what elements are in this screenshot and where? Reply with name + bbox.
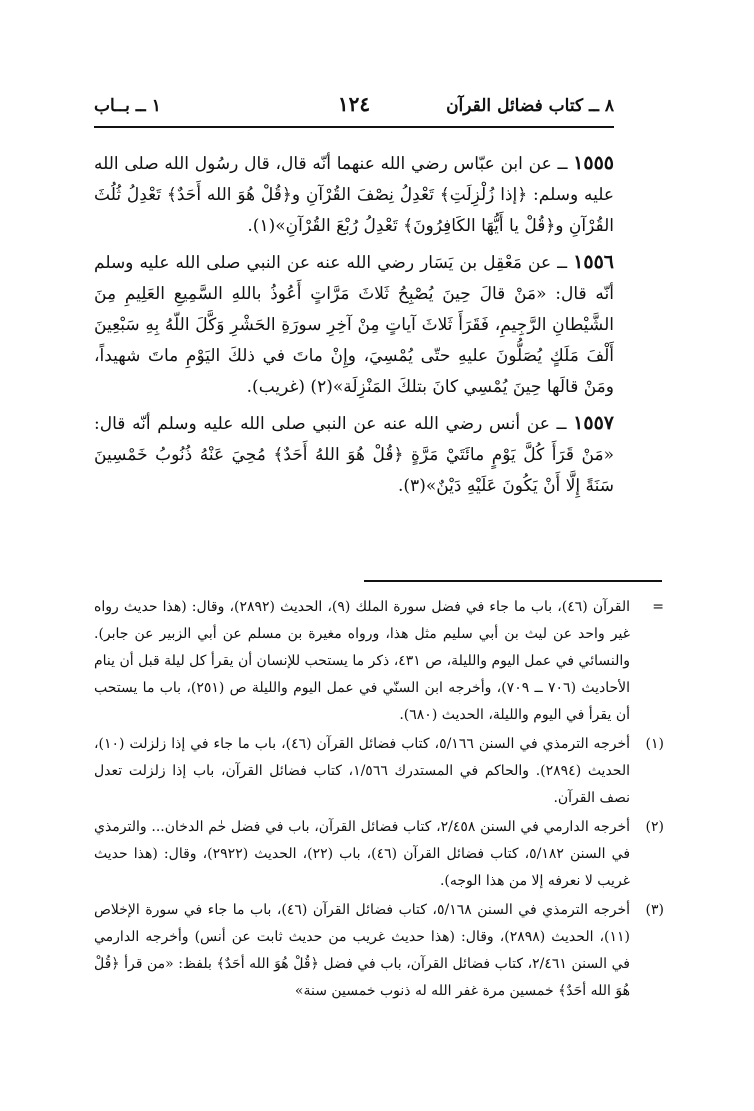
footnote-2 — [94, 814, 664, 895]
hadith-text: ــ عن ابن عبّاس رضي الله عنهما أنّه قال، قال رسُول الله صلى الله عليه وسلم: ﴿إذا زُلْزِلَتِ﴾ تَعْدِلُ نِصْفَ القُرْآنِ و﴿قُلْ هُوَ الله أَحَدٌ﴾ تَعْدِلُ ثُلُثَ القُرْآنِ و﴿قُلْ يا أَيُّهَا الكَافِرُونَ﴾ تَعْدِلُ رُبْعَ القُرْآنِ»(١). — [94, 154, 614, 236]
page-header — [94, 92, 614, 128]
hadith-entry — [94, 247, 614, 403]
hadith-number: ١٥٥٦ — [573, 251, 614, 273]
footnote-3 — [94, 897, 664, 1005]
footnote-text: أخرجه الترمذي في السنن ٥/١٦٨، كتاب فضائل القرآن (٤٦)، باب ما جاء في سورة الإخلاص (١١)، الحديث (٢٨٩٨)، وقال: (هذا حديث غريب من حديث ثابت عن أنس) وأخرجه الدارمي في السنن ٢/٤٦١، كتاب فضائل القرآن، باب في فضل ﴿قُلْ هُوَ الله أحَدٌ﴾ بلفظ: «من قرأ ﴿قُلْ هُوَ الله أحَدٌ﴾ خمسين مرة غفر الله له ذنوب خمسين سنة» — [94, 902, 631, 999]
footnote-mark: (١) — [645, 736, 664, 752]
chapter-title: ٨ ــ كتاب فضائل القرآن — [446, 96, 614, 116]
footnote-text: القرآن (٤٦)، باب ما جاء في فضل سورة الملك (٩)، الحديث (٢٨٩٢)، وقال: (هذا حديث رواه غير واحد عن ليث بن أبي سليم مثل هذا، ورواه مغيرة بن مسلم عن أبي الزبير عن جابر). والنسائي في عمل اليوم والليلة، ص ٤٣١، ذكر ما يستحب للإنسان أن يقرأ كل ليلة قبل أن ينام الأحاديث (٧٠٦ ــ ٧٠٩)، وأخرجه ابن السنّي في عمل اليوم والليلة ص (٢٥١)، باب ما يستحب أن يقرأ في اليوم والليلة، الحديث (٦٨٠). — [94, 599, 630, 723]
hadith-text: ــ عن أنس رضي الله عنه عن النبي صلى الله عليه وسلم أنّه قال: «مَنْ قَرَأَ كُلَّ يَوْمٍ مائَتَيْ مَرَّةٍ ﴿قُلْ هُوَ اللهُ أَحَدٌ﴾ مُحِيَ عَنْهُ ذُنُوبُ خَمْسِينَ سَنَةً إِلَّا أَنْ يَكُونَ عَلَيْهِ دَيْنٌ»(٣). — [94, 414, 614, 496]
footnote-continuation — [94, 594, 664, 729]
hadith-number: ١٥٥٧ — [573, 412, 614, 434]
section-title: ١ ــ بــاب — [94, 96, 161, 116]
footnote-continuation-mark: = — [652, 599, 664, 615]
hadith-entry — [94, 148, 614, 242]
footnotes — [94, 594, 664, 1007]
hadith-number: ١٥٥٥ — [573, 152, 614, 174]
footnote-mark: (٢) — [645, 819, 664, 835]
footnote-divider — [364, 580, 662, 582]
page-number: ١٢٤ — [337, 92, 371, 116]
hadith-list — [94, 148, 614, 507]
footnote-mark: (٣) — [645, 902, 664, 918]
footnote-1 — [94, 731, 664, 812]
hadith-entry — [94, 408, 614, 502]
footnote-text: أخرجه الترمذي في السنن ٥/١٦٦، كتاب فضائل القرآن (٤٦)، باب ما جاء في إذا زلزلت (١٠)، الحديث (٢٨٩٤). والحاكم في المستدرك ١/٥٦٦، كتاب فضائل القرآن، باب إذا زلزلت تعدل نصف القرآن. — [94, 736, 630, 806]
hadith-text: ــ عن مَعْقِل بن يَسَار رضي الله عنه عن النبي صلى الله عليه وسلم أنّه قال: «مَنْ قالَ حِينَ يُصْبِحُ ثَلاثَ مَرَّاتٍ أَعُوذُ باللهِ السَّمِيعِ العَلِيمِ مِنَ الشَّيْطانِ الرَّجِيمِ، فَقَرَأَ ثَلاثَ آياتٍ مِنْ آخِرِ سورَةِ الحَشْرِ وَكَّلَ اللّهُ بِهِ سَبْعِينَ أَلْفَ مَلَكٍ يُصَلُّونَ عليهِ حتّى يُمْسِيَ، وإِنْ ماتَ في ذلكَ اليَوْمِ ماتَ شهيداً، ومَنْ قالَها حِينَ يُمْسِي كانَ بتلكَ المَنْزِلَة»(٢) (غريب). — [94, 253, 614, 397]
footnote-text: أخرجه الدارمي في السنن ٢/٤٥٨، كتاب فضائل القرآن، باب في فضل حٰم الدخان... والترمذي في السنن ٥/١٨٢، كتاب فضائل القرآن (٤٦)، باب (٢٢)، الحديث (٢٩٢٢)، وقال: (هذا حديث غريب لا نعرفه إلا من هذا الوجه). — [94, 819, 631, 889]
